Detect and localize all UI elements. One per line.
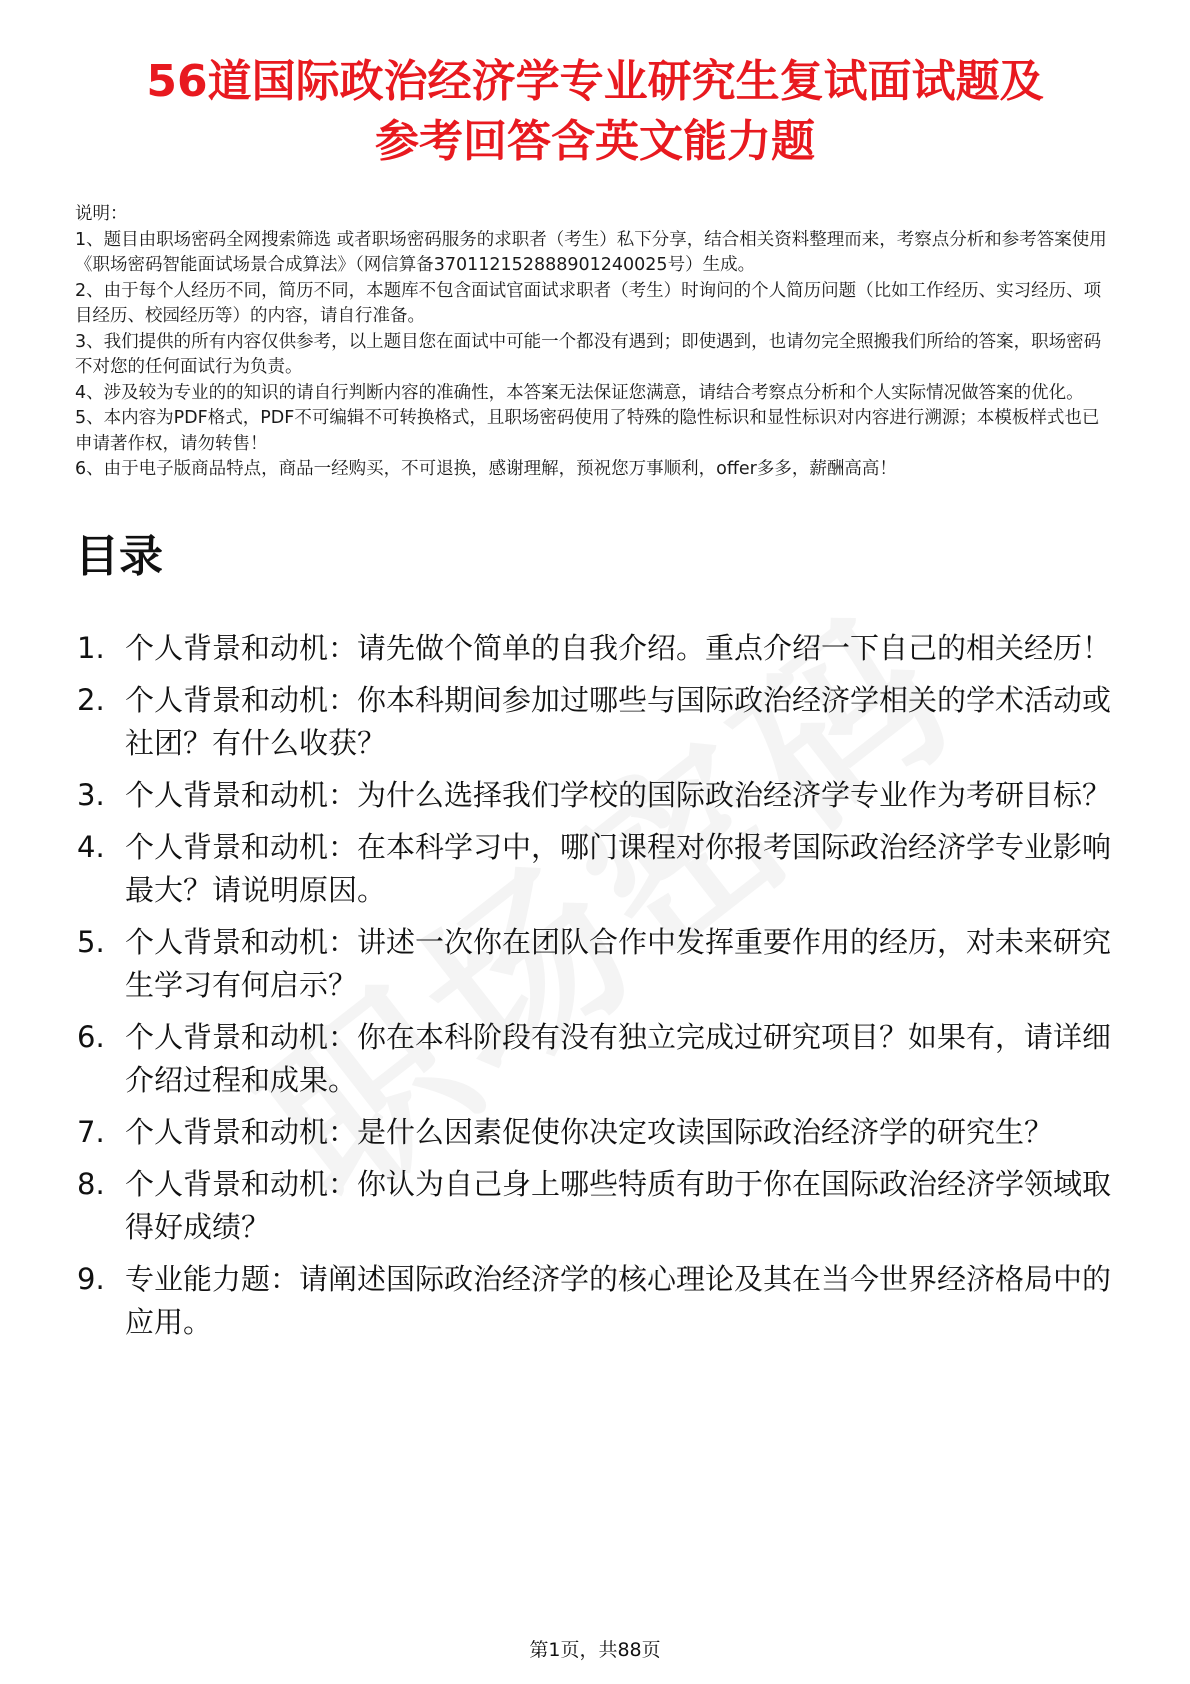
title-line-2: 参考回答含英文能力题	[375, 116, 815, 167]
toc-item-number: 8.	[77, 1166, 105, 1201]
toc-item-text: 个人背景和动机：你在本科阶段有没有独立完成过研究项目？如果有，请详细介绍过程和成果。	[125, 1019, 1112, 1097]
toc-item[interactable]	[75, 826, 1115, 912]
toc-item-number: 4.	[77, 829, 105, 864]
note-item: 2、由于每个人经历不同，简历不同，本题库不包含面试官面试求职者（考生）时询问的个人简历问题（比如工作经历、实习经历、项目经历、校园经历等）的内容，请自行准备。	[75, 280, 1102, 326]
note-item: 4、涉及较为专业的的知识的请自行判断内容的准确性，本答案无法保证您满意，请结合考察点分析和个人实际情况做答案的优化。	[75, 382, 1084, 403]
notes-section	[75, 202, 1115, 483]
document-title	[75, 0, 1115, 172]
note-item: 5、本内容为PDF格式，PDF不可编辑不可转换格式，且职场密码使用了特殊的隐性标识和显性标识对内容进行溯源；本模板样式也已申请著作权，请勿转售！	[75, 408, 1100, 454]
toc-item[interactable]	[75, 921, 1115, 1007]
toc-item-number: 2.	[77, 682, 105, 717]
toc-item-number: 7.	[77, 1114, 105, 1149]
toc-item-text: 个人背景和动机：请先做个简单的自我介绍。重点介绍一下自己的相关经历！	[125, 630, 1112, 665]
page-footer: 第1页，共88页	[529, 1639, 661, 1661]
toc-item-number: 3.	[77, 777, 105, 812]
toc-item-text: 个人背景和动机：讲述一次你在团队合作中发挥重要作用的经历，对未来研究生学习有何启示？	[125, 924, 1112, 1002]
toc-item[interactable]	[75, 1163, 1115, 1249]
toc-item[interactable]	[75, 1016, 1115, 1102]
toc-item-number: 1.	[77, 630, 105, 665]
toc-item-number: 9.	[77, 1261, 105, 1296]
toc-item-text: 个人背景和动机：在本科学习中，哪门课程对你报考国际政治经济学专业影响最大？请说明原因。	[125, 829, 1112, 907]
toc-item-text: 个人背景和动机：你认为自己身上哪些特质有助于你在国际政治经济学领域取得好成绩？	[125, 1166, 1112, 1244]
toc-item-number: 5.	[77, 924, 105, 959]
notes-heading: 说明：	[75, 204, 128, 224]
toc-item[interactable]	[75, 627, 1115, 670]
toc-item-number: 6.	[77, 1019, 105, 1054]
toc-item[interactable]	[75, 774, 1115, 817]
note-item: 1、题目由职场密码全网搜索筛选 或者职场密码服务的求职者（考生）私下分享，结合相关资料整理而来，考察点分析和参考答案使用《职场密码智能面试场景合成算法》（网信算备370112152888901240025号）生成。	[75, 229, 1107, 275]
toc-item-text: 个人背景和动机：是什么因素促使你决定攻读国际政治经济学的研究生？	[125, 1114, 1054, 1149]
toc-item-text: 个人背景和动机：为什么选择我们学校的国际政治经济学专业作为考研目标？	[125, 777, 1112, 812]
title-line-1: 56道国际政治经济学专业研究生复试面试题及	[146, 56, 1044, 107]
toc-item[interactable]	[75, 1111, 1115, 1154]
toc-item-text: 个人背景和动机：你本科期间参加过哪些与国际政治经济学相关的学术活动或社团？有什么收获？	[125, 682, 1112, 760]
note-item: 6、由于电子版商品特点，商品一经购买，不可退换，感谢理解，预祝您万事顺利，offer多多，薪酬高高！	[75, 459, 897, 479]
toc-item[interactable]	[75, 1258, 1115, 1344]
toc-heading: 目录	[75, 530, 163, 582]
note-item: 3、我们提供的所有内容仅供参考，以上题目您在面试中可能一个都没有遇到；即使遇到，也请勿完全照搬我们所给的答案，职场密码不对您的任何面试行为负责。	[75, 331, 1102, 377]
toc-item-text: 专业能力题：请阐述国际政治经济学的核心理论及其在当今世界经济格局中的应用。	[125, 1261, 1112, 1339]
toc-list	[75, 627, 1115, 1344]
toc-item[interactable]	[75, 679, 1115, 765]
